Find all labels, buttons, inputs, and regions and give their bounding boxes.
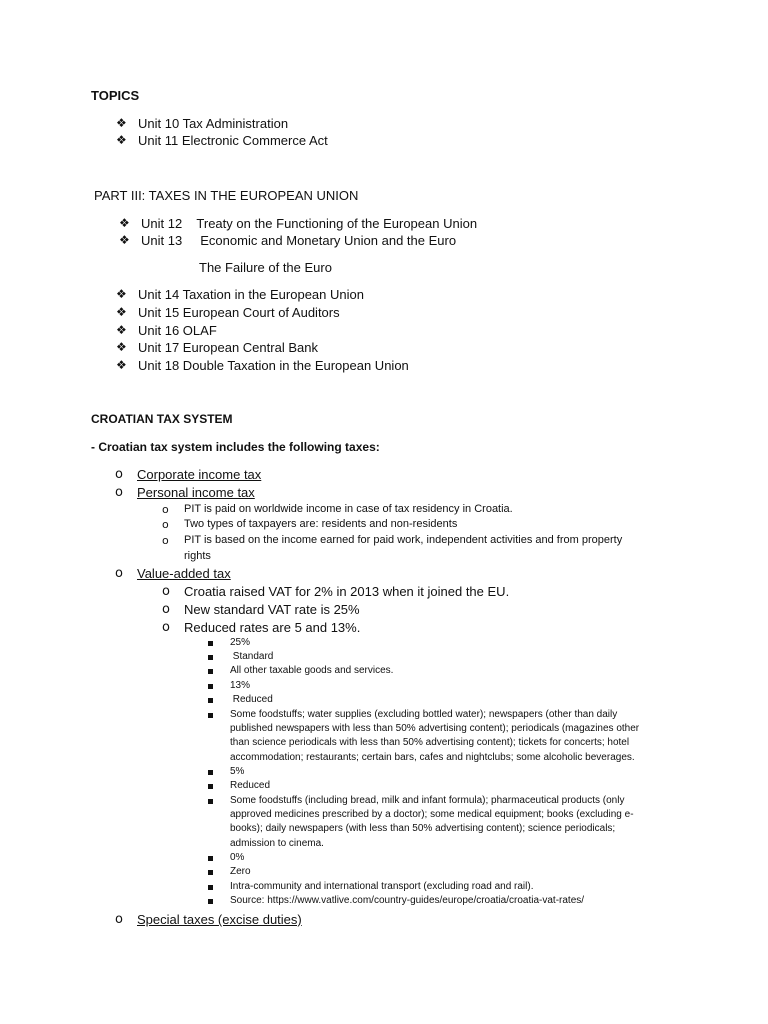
pit-item: o PIT is paid on worldwide income in case of tax residency in Croatia. xyxy=(184,503,513,515)
part3-heading: PART III: TAXES IN THE EUROPEAN UNION xyxy=(94,188,359,203)
unit-item: ❖ Unit 15 European Court of Auditors xyxy=(138,305,340,320)
unit-item: ❖ Unit 17 European Central Bank xyxy=(138,340,318,355)
topic-item: ❖ Unit 10 Tax Administration xyxy=(138,116,288,131)
unit-12-item: ❖ Unit 12 Treaty on the Functioning of the European Union xyxy=(141,216,477,231)
corporate-income-tax-item: o Corporate income tax xyxy=(137,467,261,482)
rate-item: Some foodstuffs; water supplies (excluding bottled water); newspapers (other than daily xyxy=(230,709,618,720)
vat-detail: o Croatia raised VAT for 2% in 2013 when it joined the EU. xyxy=(184,584,509,599)
croatian-heading: CROATIAN TAX SYSTEM xyxy=(91,412,233,426)
topic-item: ❖ Unit 11 Electronic Commerce Act xyxy=(138,133,328,148)
rate-item: Standard xyxy=(230,651,274,662)
rate-item-continuation: books); daily newspapers (with less than 50% advertising content); science periodicals; xyxy=(230,823,616,834)
personal-income-tax-item: o Personal income tax xyxy=(137,485,255,500)
topics-heading: TOPICS xyxy=(91,88,140,103)
euro-failure-subline: The Failure of the Euro xyxy=(199,260,332,275)
special-taxes-item: o Special taxes (excise duties) xyxy=(137,912,302,927)
rate-item-continuation: admission to cinema. xyxy=(230,838,324,849)
pit-item-continuation: rights xyxy=(184,550,211,562)
rate-item-continuation: accommodation; restaurants; certain bars, cafes and nightclubs; some alcoholic beverages. xyxy=(230,752,635,763)
rate-item-continuation: than science periodicals with less than 50% advertising content); tickets for concerts; hotel xyxy=(230,737,630,748)
pit-item: o Two types of taxpayers are: residents and non-residents xyxy=(184,518,457,530)
rate-item: Intra-community and international transport (excluding road and rail). xyxy=(230,881,534,892)
unit-item: ❖ Unit 16 OLAF xyxy=(138,323,217,338)
rate-item: 5% xyxy=(230,766,245,777)
croatian-intro: - Croatian tax system includes the following taxes: xyxy=(91,440,380,454)
vat-item: o Value-added tax xyxy=(137,566,231,581)
rate-item: Reduced xyxy=(230,694,273,705)
rate-item: Some foodstuffs (including bread, milk and infant formula); pharmaceutical products (only xyxy=(230,795,625,806)
rate-item: Reduced xyxy=(230,780,271,791)
rate-item: 13% xyxy=(230,680,251,691)
rate-item-continuation: published newspapers with less than 50% advertising content); periodicals (magazines other xyxy=(230,723,640,734)
rate-item: Zero xyxy=(230,866,251,877)
source-citation: Source: https://www.vatlive.com/country-guides/europe/croatia/croatia-vat-rates/ xyxy=(230,895,585,906)
rate-item: 0% xyxy=(230,852,245,863)
pit-item: o PIT is based on the income earned for paid work, independent activities and from property xyxy=(184,534,622,546)
vat-detail: o Reduced rates are 5 and 13%. xyxy=(184,620,360,635)
rate-item: All other taxable goods and services. xyxy=(230,665,394,676)
vat-detail: o New standard VAT rate is 25% xyxy=(184,602,360,617)
unit-item: ❖ Unit 18 Double Taxation in the European Union xyxy=(138,358,409,373)
rate-item: 25% xyxy=(230,637,251,648)
rate-item-continuation: approved medicines prescribed by a doctor); some medical equipment; books (excluding e- xyxy=(230,809,634,820)
unit-item: ❖ Unit 14 Taxation in the European Union xyxy=(138,287,364,302)
unit-13-item: ❖ Unit 13 Economic and Monetary Union and the Euro xyxy=(141,233,456,248)
